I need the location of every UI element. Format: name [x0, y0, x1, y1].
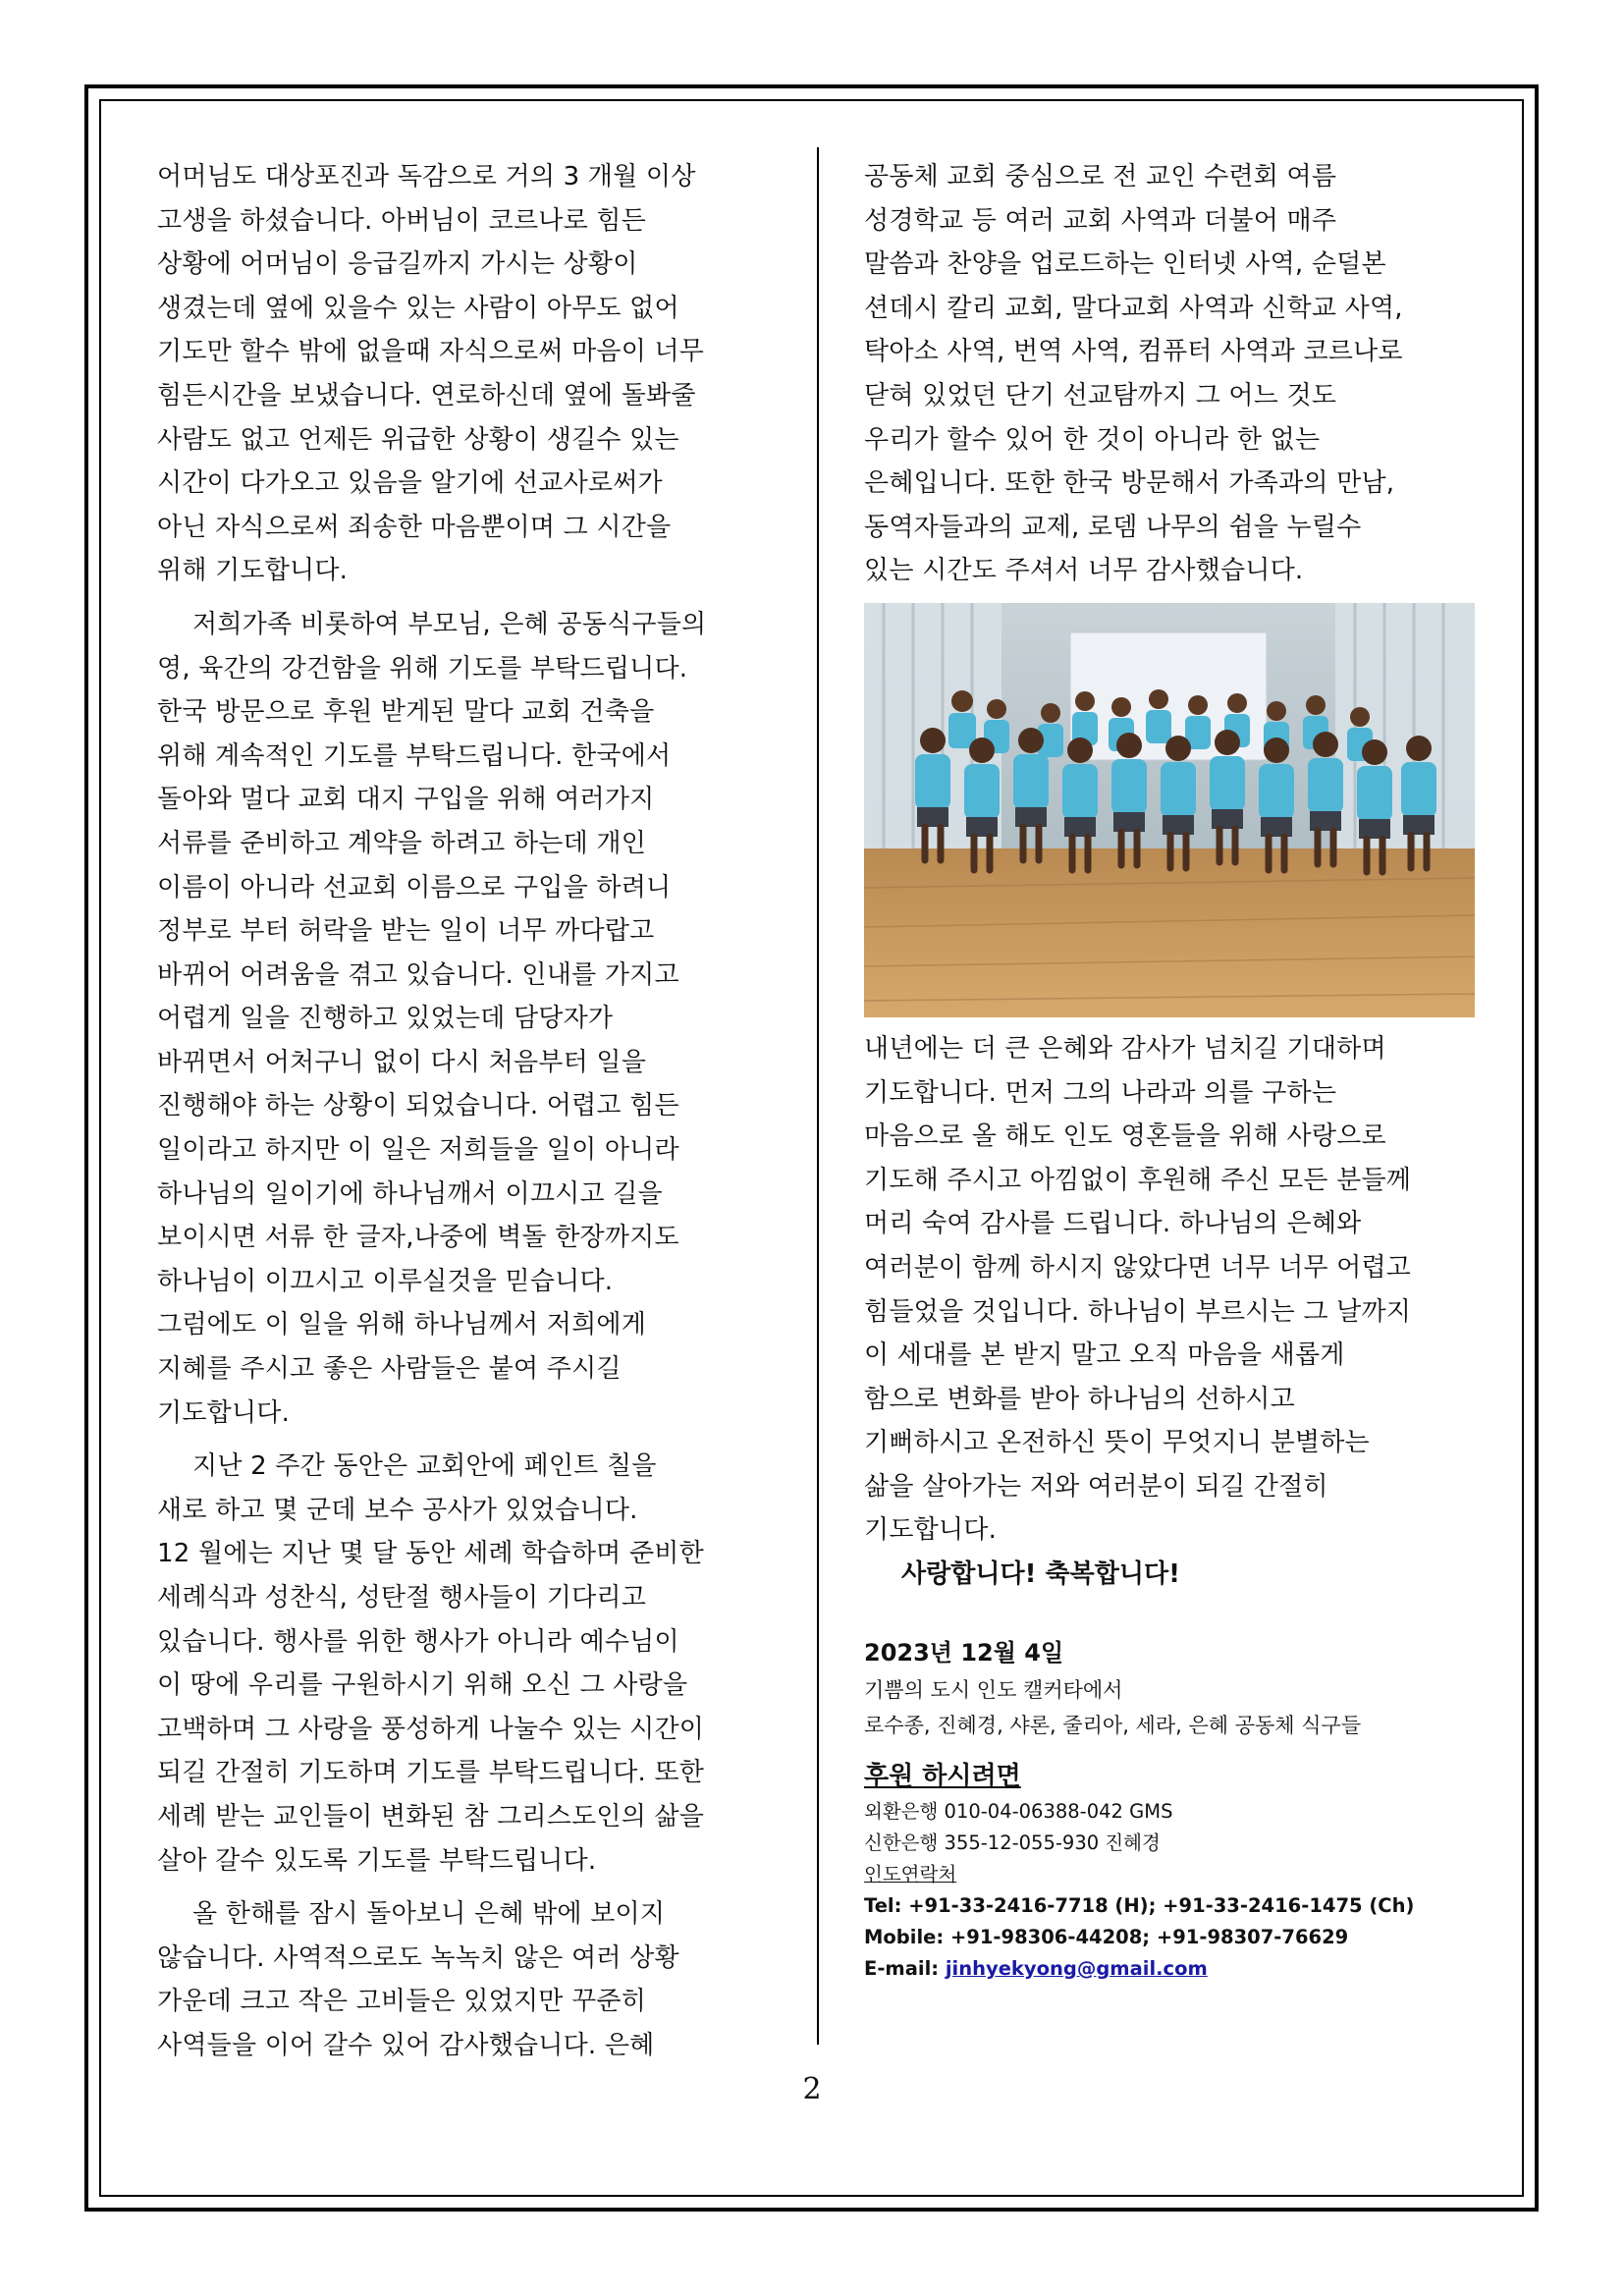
email-label: E-mail: [864, 1957, 946, 1981]
paragraph-prayer-request [157, 603, 782, 1435]
text-line: 바뀌면서 어처구니 없이 다시 처음부터 일을 [157, 1047, 647, 1077]
text-line: 되길 간절히 기도하며 기도를 부탁드립니다. 또한 [157, 1758, 705, 1788]
text-line: 기도합니다. 먼저 그의 나라과 의를 구하는 [864, 1077, 1337, 1108]
text-line: 있는 시간도 주셔서 너무 감사했습니다. [864, 556, 1304, 586]
text-line: 션데시 칼리 교회, 말다교회 사역과 신학교 사역, [864, 293, 1403, 323]
text-line: 함으로 변화를 받아 하나님의 선하시고 [864, 1384, 1295, 1414]
text-line: 돌아와 멀다 교회 대지 구입을 위해 여러가지 [157, 785, 655, 815]
column-divider [817, 147, 819, 2045]
text-line: 새로 하고 몇 군데 보수 공사가 있었습니다. [157, 1495, 638, 1525]
text-line: 탁아소 사역, 번역 사역, 컴퓨터 사역과 코르나로 [864, 337, 1403, 367]
text-line: 가운데 크고 작은 고비들은 있었지만 꾸준히 [157, 1987, 647, 2017]
text-line: 세례식과 성찬식, 성탄절 행사들이 기다리고 [157, 1583, 647, 1613]
letter-date: 2023년 12월 4일 [864, 1639, 1064, 1667]
page-number: 2 [802, 2072, 822, 2106]
text-line: 이름이 아니라 선교회 이름으로 구입을 하려니 [157, 872, 672, 902]
text-line: 사람도 없고 언제든 위급한 상황이 생길수 있는 [157, 424, 679, 455]
text-line: 하나님이 이끄시고 이루실것을 믿습니다. [157, 1266, 614, 1296]
text-line: 은혜입니다. 또한 한국 방문해서 가족과의 만남, [864, 468, 1395, 499]
india-contact-label: 인도연락처 [864, 1863, 957, 1886]
text-line: 서류를 준비하고 계약을 하려고 하는데 개인 [157, 828, 647, 858]
text-line: 않습니다. 사역적으로도 녹녹치 않은 여러 상황 [157, 1942, 679, 1973]
text-line: 우리가 할수 있어 한 것이 아니라 한 없는 [864, 424, 1321, 455]
text-line: 동역자들과의 교제, 로뎀 나무의 쉼을 누릴수 [864, 512, 1362, 542]
text-line: 아닌 자식으로써 죄송한 마음뿐이며 그 시간을 [157, 512, 672, 542]
text-line: 위해 계속적인 기도를 부탁드립니다. 한국에서 [157, 740, 672, 771]
paragraph-ministries [864, 155, 1492, 593]
text-line: 기뻐하시고 온전하신 뜻이 무엇지니 분별하는 [864, 1428, 1370, 1458]
text-line: 힘든시간을 보냈습니다. 연로하신데 옆에 돌봐줄 [157, 380, 696, 410]
text-line: 공동체 교회 중심으로 전 교인 수련회 여름 [864, 162, 1337, 191]
mobile-numbers: Mobile: +91-98306-44208; +91-98307-76629 [864, 1926, 1349, 1949]
text-line: 영, 육간의 강건함을 위해 기도를 부탁드립니다. [157, 653, 688, 683]
text-line: 기도만 할수 밖에 없을때 자식으로써 마음이 너무 [157, 337, 705, 367]
text-line: 위해 기도합니다. [157, 556, 349, 586]
bank-account-2: 신한은행 355-12-055-930 진혜경 [864, 1831, 1161, 1855]
text-line: 한국 방문으로 후원 받게된 말다 교회 건축을 [157, 697, 655, 728]
text-line: 여러분이 함께 하시지 않았다면 너무 너무 어렵고 [864, 1252, 1412, 1283]
support-heading: 후원 하시려면 [864, 1762, 1021, 1792]
text-line: 삶을 살아가는 저와 여러분이 되길 간절히 [864, 1471, 1328, 1502]
text-line: 보이시면 서류 한 글자,나중에 벽돌 한장까지도 [157, 1223, 679, 1253]
text-line: 저희가족 비롯하여 부모님, 은혜 공동식구들의 [192, 609, 707, 639]
text-line: 지난 2 주간 동안은 교회안에 페인트 칠을 [192, 1451, 657, 1482]
right-column [864, 155, 1492, 1985]
email-link[interactable]: jinhyekyong@gmail.com [945, 1957, 1208, 1981]
text-line: 고생을 하셨습니다. 아버님이 코르나로 힘든 [157, 205, 647, 236]
text-line: 이 세대를 본 받지 말고 오직 마음을 새롭게 [864, 1340, 1345, 1371]
left-column [157, 155, 782, 2068]
text-line: 살아 갈수 있도록 기도를 부탁드립니다. [157, 1845, 597, 1876]
text-line: 기도합니다. [864, 1515, 998, 1546]
text-line: 상황에 어머님이 응급길까지 가시는 상황이 [157, 249, 638, 280]
text-line: 내년에는 더 큰 은혜와 감사가 넘치길 기대하며 [864, 1033, 1386, 1064]
text-line: 세례 받는 교인들이 변화된 참 그리스도인의 삶을 [157, 1801, 705, 1831]
text-line: 바뀌어 어려움을 겪고 있습니다. 인내를 가지고 [157, 959, 679, 990]
letter-location: 기쁨의 도시 인도 캘커타에서 [864, 1678, 1123, 1703]
paragraph-year-review [157, 1892, 782, 2067]
paragraph-closing-prayer [864, 1027, 1492, 1553]
text-line: 있습니다. 행사를 위한 행사가 아니라 예수님이 [157, 1626, 679, 1657]
text-line: 어렵게 일을 진행하고 있었는데 담당자가 [157, 1004, 614, 1034]
text-line: 닫혀 있었던 단기 선교탐까지 그 어느 것도 [864, 380, 1337, 410]
text-line: 사역들을 이어 갈수 있어 감사했습니다. 은혜 [157, 2030, 655, 2060]
text-line: 생겼는데 옆에 있을수 있는 사람이 아무도 없어 [157, 293, 679, 323]
text-line: 마음으로 올 해도 인도 영혼들을 위해 사랑으로 [864, 1121, 1386, 1152]
paragraph-church-events [157, 1445, 782, 1883]
text-line: 올 한해를 잠시 돌아보니 은혜 밖에 보이지 [192, 1899, 666, 1930]
children-choir-photo [864, 603, 1475, 1017]
letter-signatures: 로수종, 진혜경, 샤론, 줄리아, 세라, 은혜 공동체 식구들 [864, 1714, 1362, 1738]
email-line [864, 1953, 1492, 1985]
text-line: 일이라고 하지만 이 일은 저희들을 일이 아니라 [157, 1135, 679, 1166]
text-line: 기도합니다. [157, 1397, 291, 1428]
text-line: 성경학교 등 여러 교회 사역과 더불어 매주 [864, 205, 1337, 236]
text-line: 지혜를 주시고 좋은 사람들은 붙여 주시길 [157, 1354, 622, 1385]
paragraph-mother-illness [157, 155, 782, 593]
text-line: 하나님의 일이기에 하나님깨서 이끄시고 길을 [157, 1178, 663, 1209]
photo-children-choir-image [864, 603, 1475, 1017]
text-line: 12 월에는 지난 몇 달 동안 세례 학습하며 준비한 [157, 1539, 704, 1569]
text-line: 시간이 다가오고 있음을 알기에 선교사로써가 [157, 468, 663, 499]
text-line: 이 땅에 우리를 구원하시기 위해 오신 그 사랑을 [157, 1670, 688, 1701]
text-line: 기도해 주시고 아낌없이 후원해 주신 모든 분들께 [864, 1165, 1412, 1195]
telephone-numbers: Tel: +91-33-2416-7718 (H); +91-33-2416-1475 (Ch) [864, 1894, 1415, 1918]
text-line: 어머님도 대상포진과 독감으로 거의 3 개월 이상 [157, 162, 696, 191]
bank-account-1: 외환은행 010-04-06388-042 GMS [864, 1800, 1173, 1824]
text-line: 그럼에도 이 일을 위해 하나님께서 저희에게 [157, 1310, 647, 1340]
text-line: 정부로 부터 허락을 받는 일이 너무 까다랍고 [157, 916, 655, 947]
greeting: 사랑합니다! 축복합니다! [901, 1559, 1180, 1590]
text-line: 고백하며 그 사랑을 풍성하게 나눌수 있는 시간이 [157, 1714, 705, 1744]
text-line: 힘들었을 것입니다. 하나님이 부르시는 그 날까지 [864, 1296, 1412, 1327]
text-line: 머리 숙여 감사를 드립니다. 하나님의 은혜와 [864, 1209, 1362, 1239]
text-line: 진행해야 하는 상황이 되었습니다. 어렵고 힘든 [157, 1091, 679, 1121]
text-line: 말씀과 찬양을 업로드하는 인터넷 사역, 순덜본 [864, 249, 1386, 280]
